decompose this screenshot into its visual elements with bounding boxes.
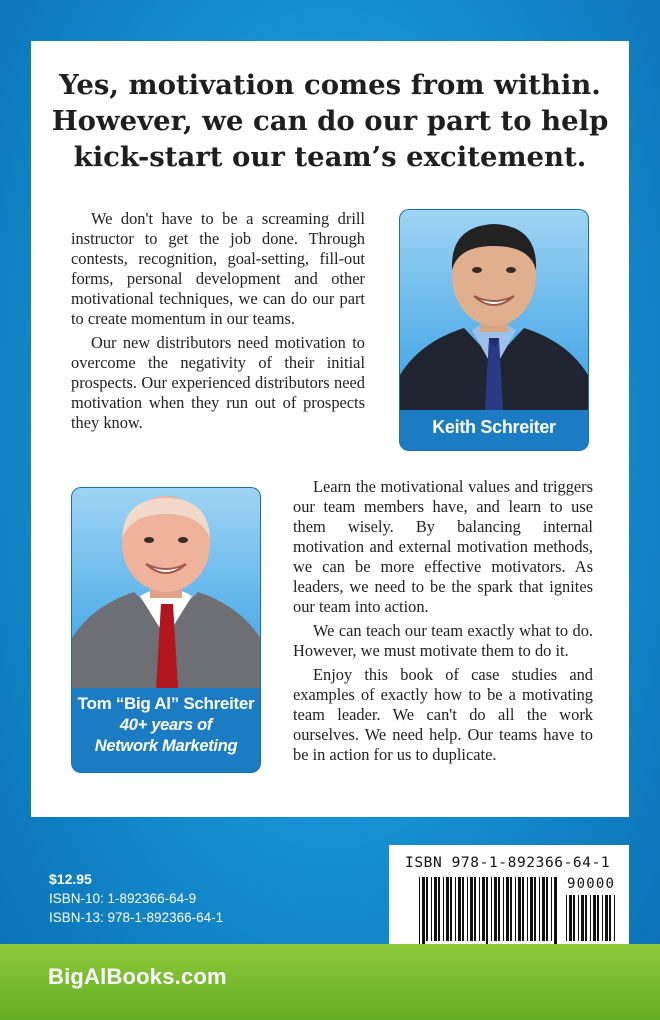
barcode-bars xyxy=(419,877,557,947)
barcode-bar xyxy=(551,877,552,941)
barcode-bar xyxy=(593,895,596,941)
tom-tagline-line-1: 40+ years of xyxy=(119,716,213,734)
barcode-bar xyxy=(479,877,480,941)
barcode-bar xyxy=(419,877,420,947)
paragraph: Enjoy this book of case studies and examples of exactly how to be a motivating team leader. We can't do all the work ourselves. We need help. Our teams have to be in action for us to duplicate. xyxy=(293,665,593,764)
tom-name-label: Tom “Big Al” Schreiter xyxy=(77,694,255,713)
paragraph: Learn the motivational values and triggers our team members have, and learn to use them wisely. By balancing internal motivation and external motivation methods, we can be more effective motivators. As leaders, we need to be the spark that ignites our team into action. xyxy=(293,477,593,616)
barcode-bar xyxy=(462,877,464,941)
barcode-bar xyxy=(527,877,528,941)
barcode-bar xyxy=(486,877,488,947)
barcode-bar xyxy=(602,895,603,941)
barcode-isbn-text: ISBN 978-1-892366-64-1 xyxy=(405,855,611,871)
barcode-bar xyxy=(455,877,456,941)
price-isbn-block xyxy=(49,870,223,927)
barcode-bar xyxy=(597,895,599,941)
body-text-right xyxy=(293,477,593,769)
barcode-bar xyxy=(450,877,452,941)
barcode-bar xyxy=(605,895,608,941)
body-text-left xyxy=(71,209,365,437)
barcode-bar xyxy=(434,877,437,941)
addon-barcode-bars xyxy=(566,895,618,947)
barcode-bar xyxy=(578,895,579,941)
keith-name-label: Keith Schreiter xyxy=(432,417,556,437)
barcode-bar xyxy=(503,877,504,941)
barcode-bar xyxy=(491,877,492,941)
headline-line-2: However, we can do our part to help xyxy=(51,105,609,137)
price-label: $12.95 xyxy=(49,871,92,887)
barcode-bar xyxy=(426,877,428,941)
barcode-bar xyxy=(446,877,449,941)
barcode-bar xyxy=(474,877,476,941)
barcode-bar xyxy=(609,895,611,941)
barcode-bar xyxy=(554,877,557,947)
paragraph: We don't have to be a screaming drill instructor to get the job done. Through contests, recognition, goal-setting, fill-out forms, personal development and other motivational techniques, we can do our part to create momentum in our teams. xyxy=(71,209,365,328)
barcode-bar xyxy=(467,877,468,941)
paragraph: We can teach our team exactly what to do. However, we must motivate them to do it. xyxy=(293,621,593,660)
barcode-bar xyxy=(458,877,461,941)
barcode-bar xyxy=(470,877,473,941)
barcode-bar xyxy=(539,877,540,941)
barcode-bar xyxy=(614,895,615,941)
barcode-bar xyxy=(566,895,567,941)
barcode-bar xyxy=(546,877,548,941)
barcode-bar xyxy=(431,877,432,941)
barcode-bar xyxy=(530,877,533,941)
barcode-bar xyxy=(518,877,521,941)
author-card-tom xyxy=(72,488,260,772)
tom-caption xyxy=(72,693,260,757)
barcode-bar xyxy=(422,877,425,947)
barcode-bar xyxy=(494,877,497,941)
barcode-bar xyxy=(443,877,444,941)
barcode-bar xyxy=(585,895,587,941)
barcode-bar xyxy=(542,877,545,941)
barcode-bar xyxy=(522,877,524,941)
isbn13-label: ISBN-13: 978-1-892366-64-1 xyxy=(49,910,224,925)
barcode-bar xyxy=(498,877,500,941)
barcode-bar xyxy=(506,877,509,941)
barcode-bar xyxy=(438,877,440,941)
headline-line-3: kick-start our team’s excitement. xyxy=(73,141,587,173)
headline xyxy=(31,67,629,175)
isbn10-label: ISBN-10: 1-892366-64-9 xyxy=(49,891,197,906)
barcode-bar xyxy=(590,895,591,941)
barcode-bar xyxy=(581,895,584,941)
keith-portrait xyxy=(400,210,588,410)
website-link[interactable]: BigAlBooks.com xyxy=(48,964,227,989)
barcode-bar xyxy=(569,895,572,941)
addon-digits: 90000 xyxy=(567,876,616,892)
barcode-bar xyxy=(573,895,575,941)
tom-portrait xyxy=(72,488,260,688)
tom-tagline-line-2: Network Marketing xyxy=(94,737,238,755)
barcode-bar xyxy=(534,877,536,941)
barcode-bar xyxy=(510,877,512,941)
headline-line-1: Yes, motivation comes from within. xyxy=(59,69,601,101)
barcode-bar xyxy=(515,877,516,941)
white-content-panel xyxy=(31,41,629,817)
paragraph: Our new distributors need motivation to overcome the negativity of their initial prospects. Our experienced distributors need motivation when they run out of prospects they know. xyxy=(71,333,365,432)
author-card-keith xyxy=(400,210,588,450)
barcode-bar xyxy=(482,877,485,941)
